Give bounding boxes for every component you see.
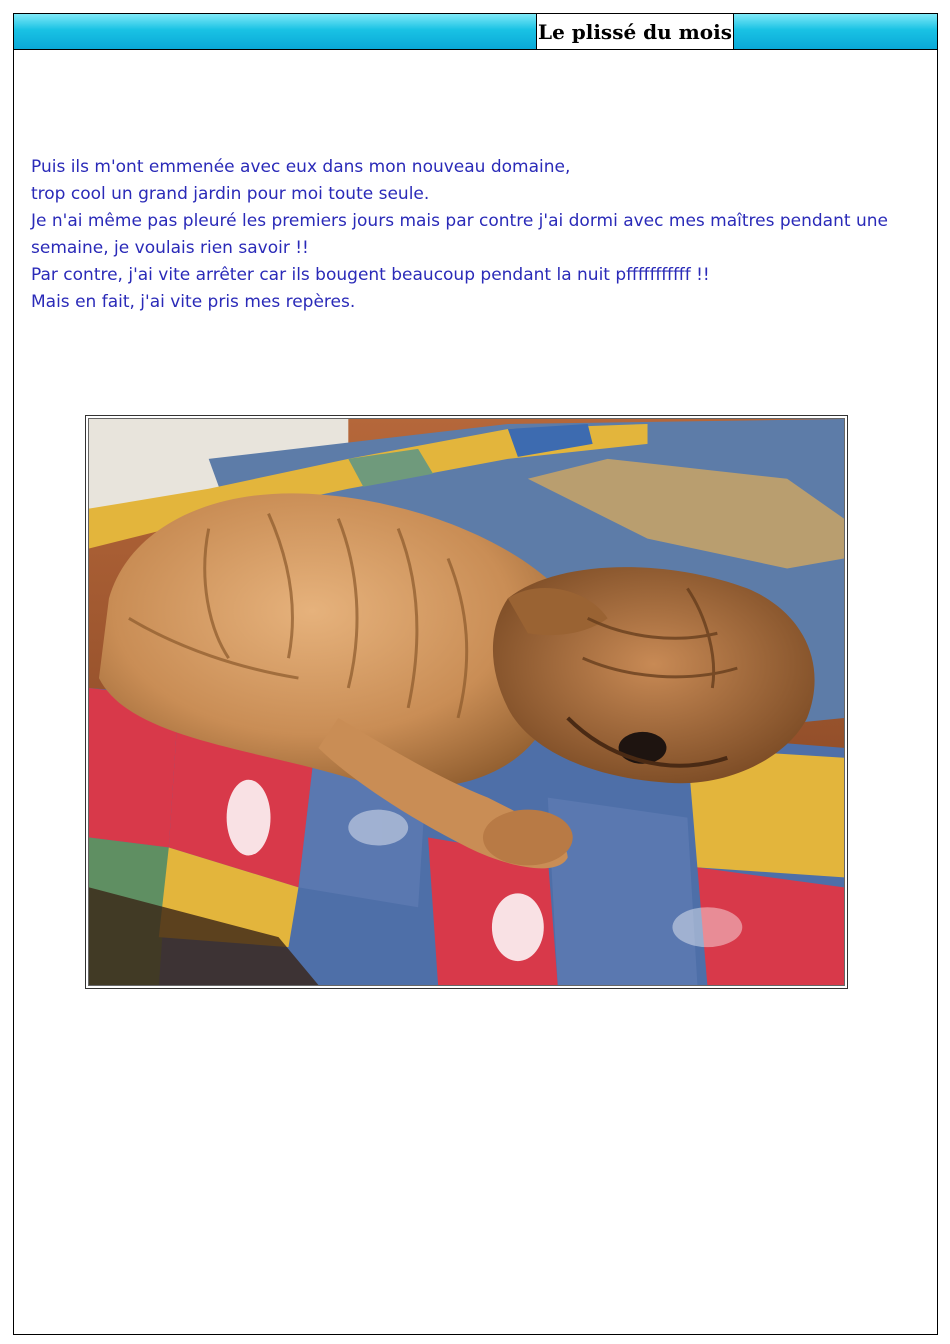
story-line: Je n'ai même pas pleuré les premiers jours mais par contre j'ai dormi avec mes maîtres pendant une: [31, 211, 888, 231]
story-line: Puis ils m'ont emmenée avec eux dans mon nouveau domaine,: [31, 157, 571, 177]
story-line: Par contre, j'ai vite arrêter car ils bougent beaucoup pendant la nuit pfffffffffff !!: [31, 265, 710, 285]
header-bar-right: [733, 13, 938, 50]
header-bar-left: [13, 13, 537, 50]
sleeping-sharpei-photo: [88, 418, 845, 986]
page-title: Le plissé du mois: [538, 19, 732, 44]
story-line: semaine, je voulais rien savoir !!: [31, 238, 309, 258]
story-text: [31, 154, 931, 316]
photo-frame: [85, 415, 848, 989]
header-title-box: [536, 13, 734, 50]
story-line: trop cool un grand jardin pour moi toute seule.: [31, 184, 430, 204]
story-line: Mais en fait, j'ai vite pris mes repères.: [31, 292, 356, 312]
